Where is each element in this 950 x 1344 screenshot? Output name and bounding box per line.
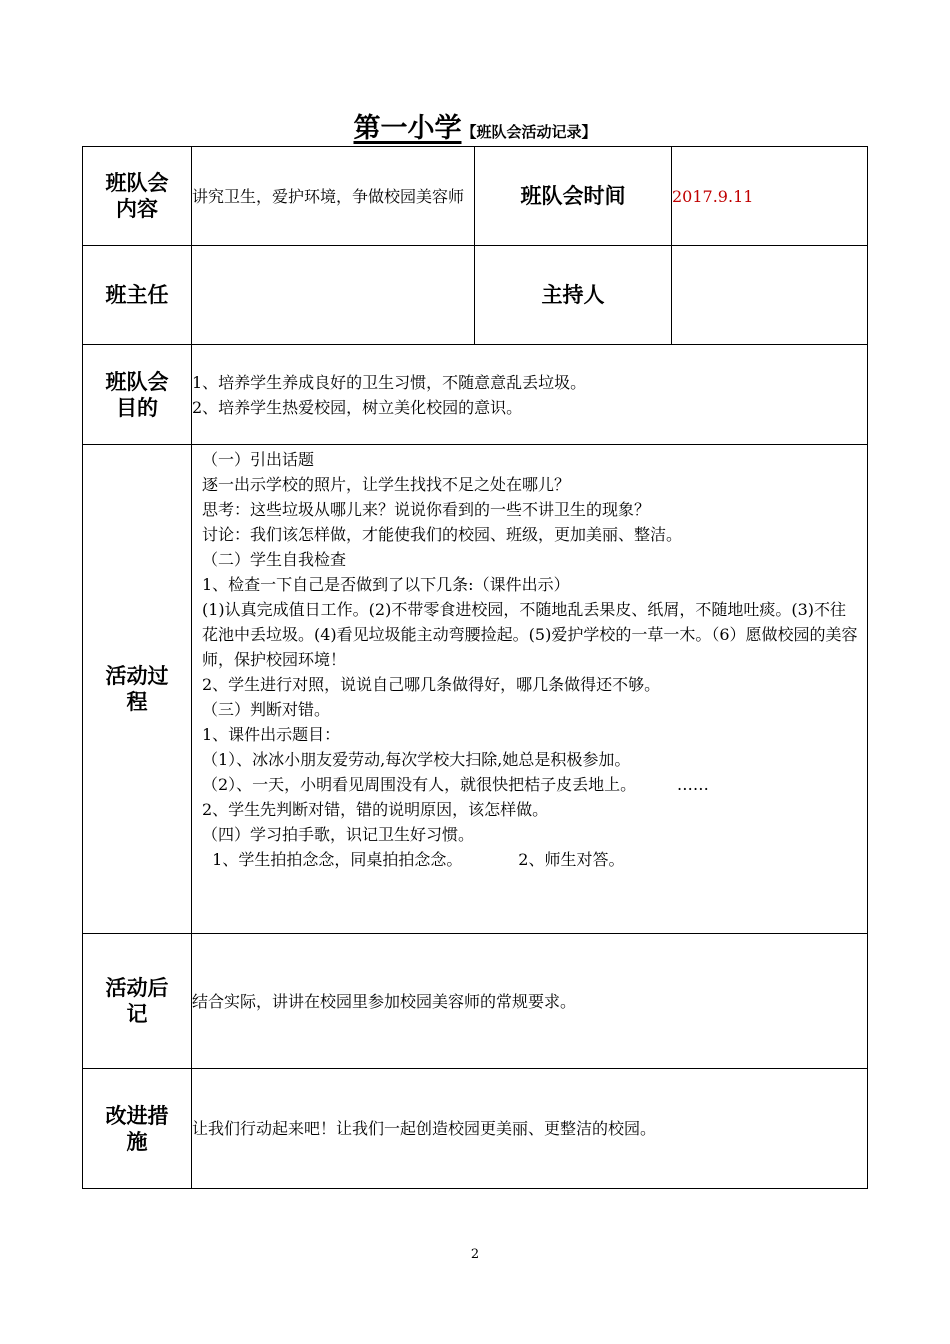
purpose-value [192,345,868,445]
time-value: 2017.9.11 [672,147,868,246]
page-title [0,106,950,145]
row-teacher [83,246,868,345]
process-label: 活动过程 [83,445,192,934]
row-improve [83,1069,868,1189]
row-afterword [83,934,868,1069]
process-line: 逐一出示学校的照片，让学生找找不足之处在哪儿？ [202,475,571,494]
afterword-label: 活动后记 [83,934,192,1069]
process-line: （2）、一天，小明看见周围没有人，就很快把桔子皮丢地上。 …… [202,775,709,794]
process-line: (1)认真完成值日工作。(2)不带零食进校园，不随地乱丢果皮、纸屑，不随地吐痰。(3)不往花池中丢垃圾。(4)看见垃圾能主动弯腰捡起。(5)爱护学校的一草一木。（6）愿做校园的美容师，保护校园环境！ [202,600,858,669]
process-line: 1、课件出示题目： [202,725,341,744]
content-label: 班队会内容 [83,147,192,246]
teacher-label: 班主任 [83,246,192,345]
process-line: 2、学生进行对照，说说自己哪几条做得好，哪几条做得还不够。 [202,675,661,694]
process-line: 1、检查一下自己是否做到了以下几条:（课件出示） [202,575,570,594]
purpose-line: 1、培养学生养成良好的卫生习惯，不随意意乱丢垃圾。 [192,372,587,392]
process-line: 2、学生先判断对错，错的说明原因，该怎样做。 [202,800,549,819]
process-line: （一）引出话题 [202,450,315,469]
process-line: （二）学生自我检查 [202,550,347,569]
record-type: 【班队会活动记录】 [461,123,597,141]
row-process [83,445,868,934]
teacher-value [192,246,475,345]
process-value [192,445,868,934]
time-label: 班队会时间 [475,147,672,246]
purpose-label: 班队会目的 [83,345,192,445]
school-name: 第一小学 [353,113,462,144]
process-line: 讨论：我们该怎样做，才能使我们的校园、班级，更加美丽、整洁。 [202,525,683,544]
page-number: 2 [470,1247,480,1262]
row-content [83,147,868,246]
afterword-value: 结合实际，讲讲在校园里参加校园美容师的常规要求。 [192,934,868,1069]
process-line: （三）判断对错。 [202,700,331,719]
host-value [672,246,868,345]
process-line: 思考：这些垃圾从哪儿来？说说你看到的一些不讲卫生的现象？ [202,500,651,519]
process-line: （四）学习拍手歌，识记卫生好习惯。 [202,825,475,844]
host-label: 主持人 [475,246,672,345]
improve-value: 让我们行动起来吧！让我们一起创造校园更美丽、更整洁的校园。 [192,1069,868,1189]
record-table [82,146,868,1189]
process-line: 1、学生拍拍念念，同桌拍拍念念。 2、师生对答。 [202,850,625,869]
purpose-line: 2、培养学生热爱校园，树立美化校园的意识。 [192,397,523,417]
row-purpose [83,345,868,445]
process-line: （1）、冰冰小朋友爱劳动,每次学校大扫除,她总是积极参加。 [202,750,631,769]
content-value: 讲究卫生，爱护环境，争做校园美容师 [192,147,475,246]
improve-label: 改进措施 [83,1069,192,1189]
